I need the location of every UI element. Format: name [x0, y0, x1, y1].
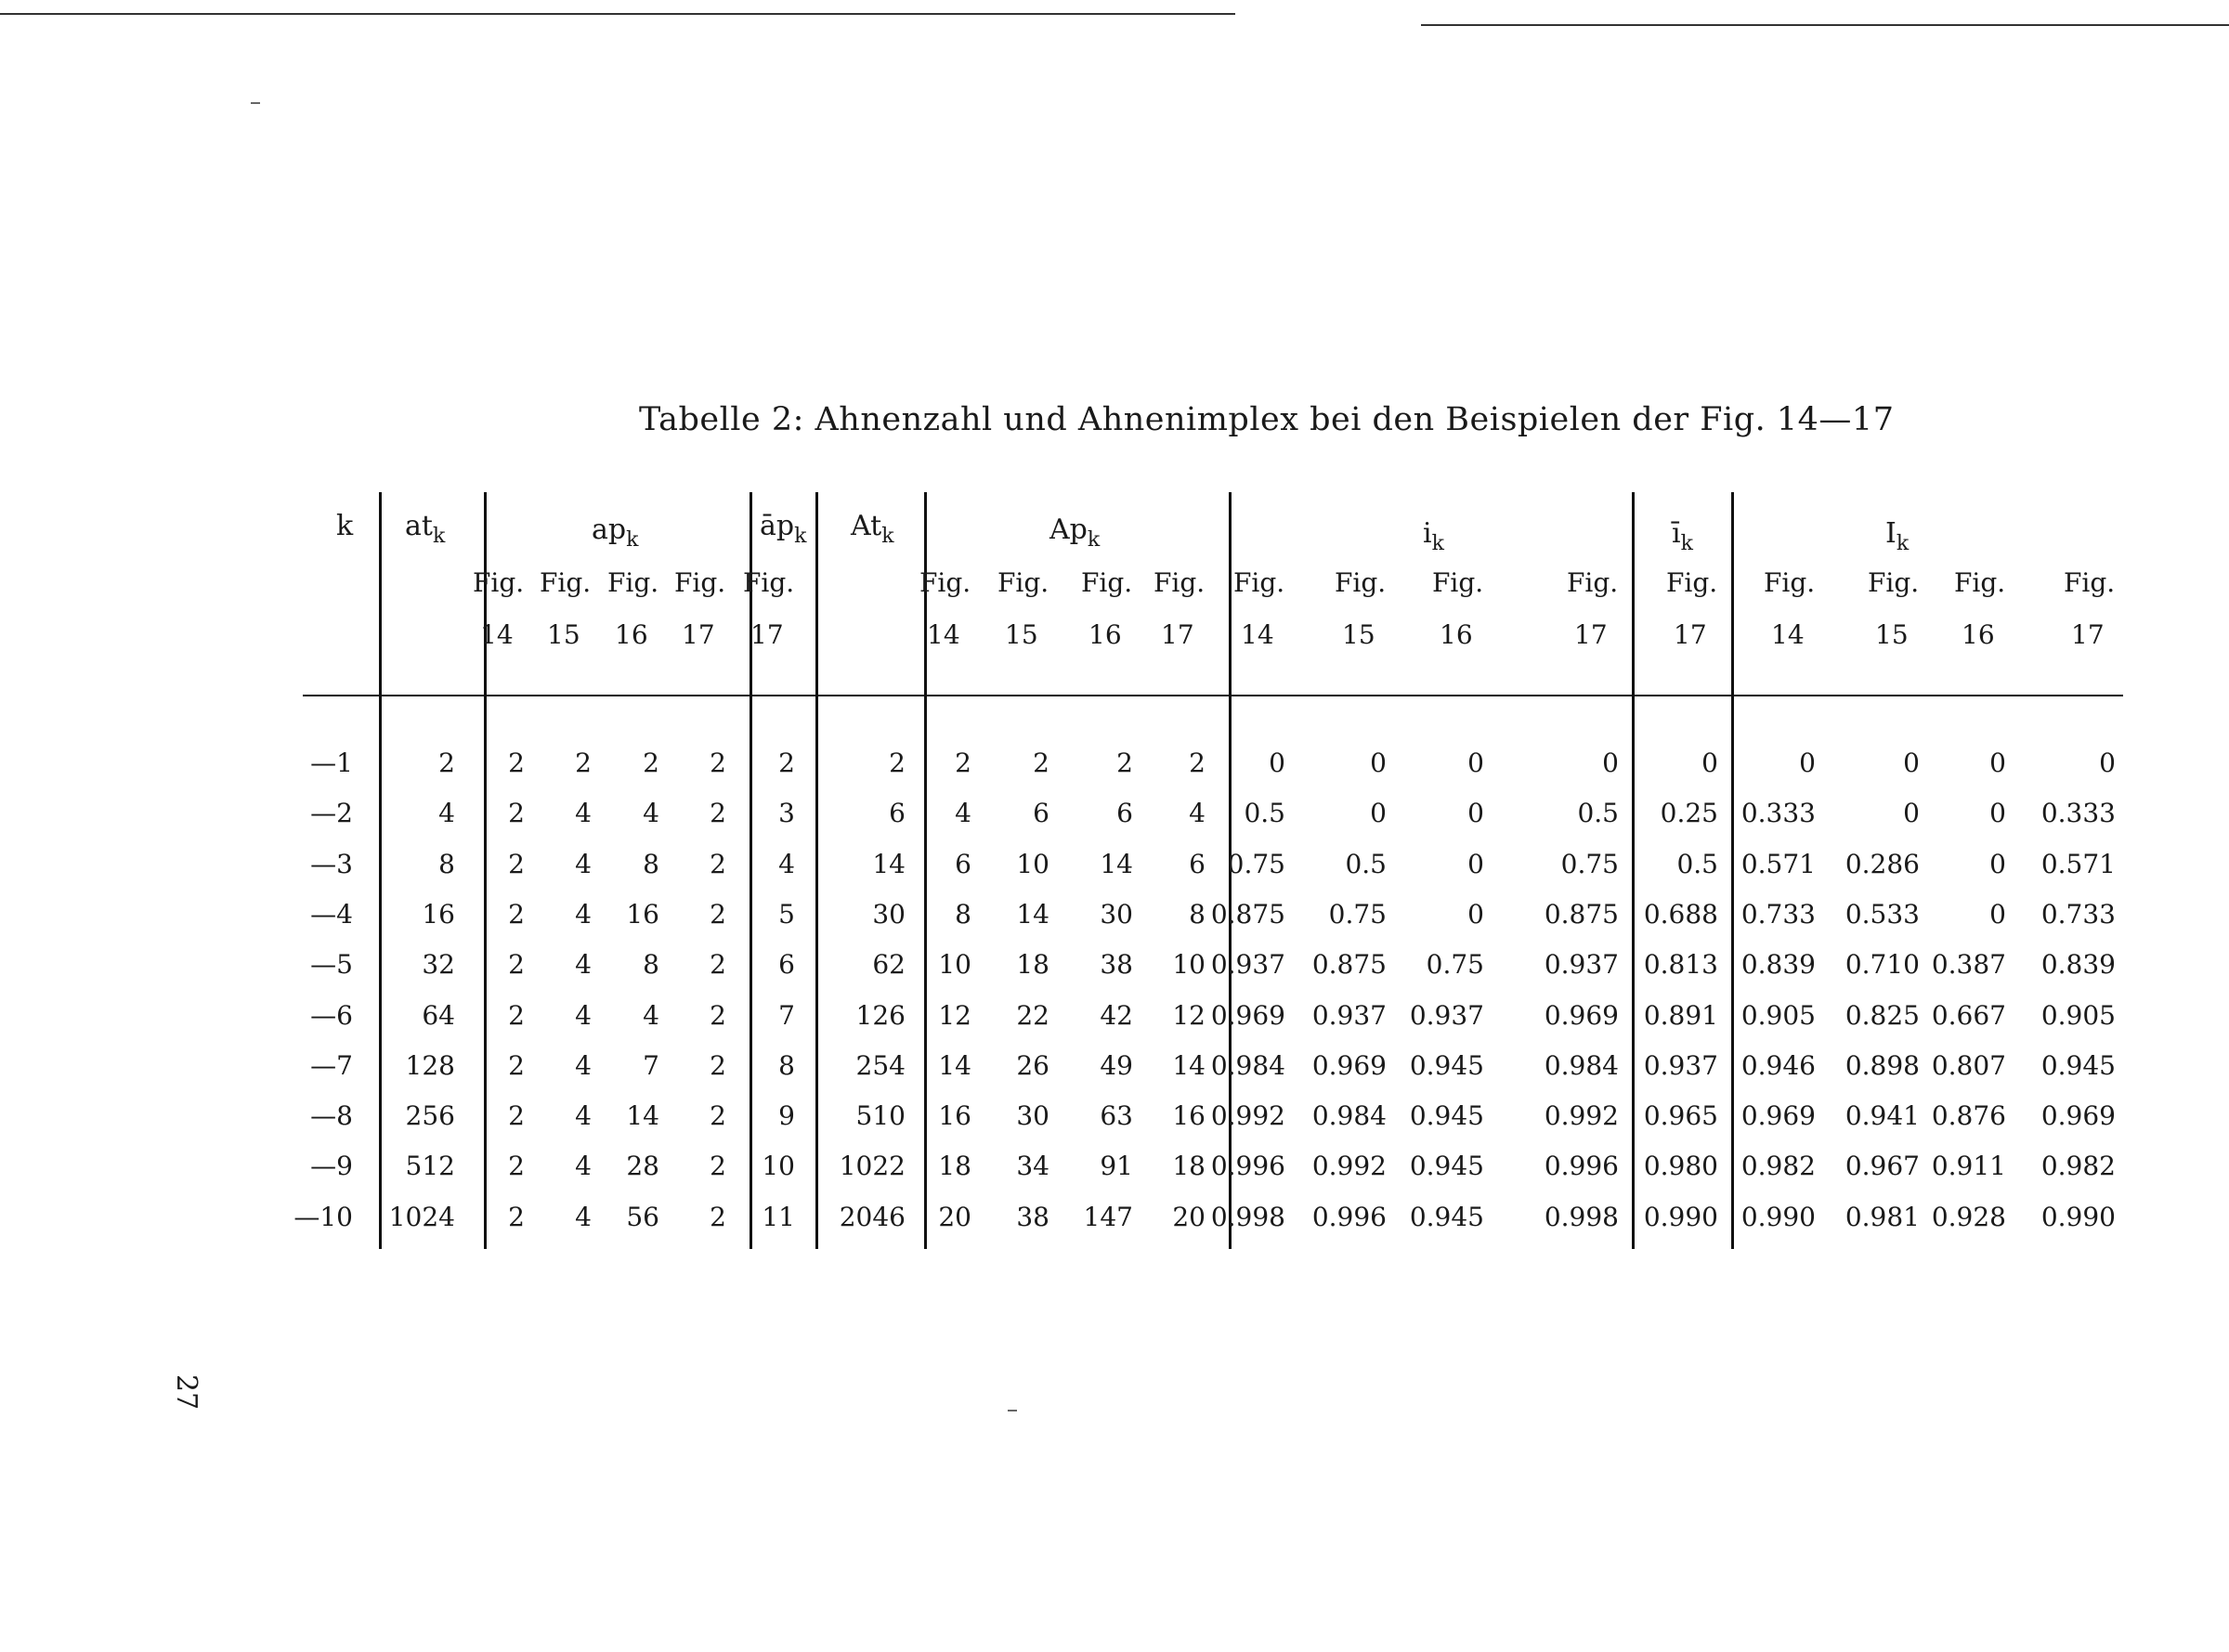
table-cell: 0.928 — [1931, 1201, 2006, 1232]
table-title: Tabelle 2: Ahnenzahl und Ahnenimplex bei den Beispielen der Fig. 14—17 — [639, 401, 1895, 438]
table-cell: 512 — [405, 1151, 455, 1182]
table-cell: 2 — [508, 1151, 525, 1182]
table-cell: 2 — [710, 798, 726, 829]
table-cell: 4 — [575, 898, 592, 930]
table-cell: 6 — [1116, 798, 1133, 829]
table-cell: 0.839 — [1740, 949, 1816, 981]
table-cell: 0 — [1799, 748, 1816, 778]
table-cell: 2 — [955, 748, 971, 778]
table-cell: 0.982 — [1740, 1151, 1816, 1182]
table-cell: 0.945 — [1409, 1151, 1484, 1182]
table-cell: 14 — [1100, 848, 1133, 879]
table-cell: 2 — [710, 848, 726, 879]
header-at-subscript: k — [432, 525, 446, 548]
table-cell: 3 — [778, 798, 795, 829]
table-cell: 2 — [508, 748, 525, 778]
header-at — [405, 510, 446, 548]
table-cell: 0 — [1989, 798, 2006, 829]
table-cell: 2 — [508, 1201, 525, 1232]
table-cell: 0.996 — [1311, 1201, 1387, 1232]
table-cell: 30 — [1100, 898, 1133, 930]
table-cell: 0.990 — [1740, 1201, 1816, 1232]
table-cell: 0 — [1370, 798, 1387, 829]
table-cell: 0.571 — [2040, 848, 2116, 879]
table-cell: 0 — [1269, 748, 1285, 778]
table-cell: 0 — [1903, 748, 1920, 778]
row-index-k: —8 — [310, 1100, 353, 1132]
row-index-k: —6 — [310, 999, 353, 1031]
fig-label: Fig. — [1081, 567, 1133, 598]
table-cell: 0.75 — [1227, 848, 1285, 879]
row-index-k: —4 — [310, 898, 353, 930]
table-cell: 0.990 — [1643, 1201, 1718, 1232]
table-cell: 4 — [643, 798, 659, 829]
table-cell: 256 — [405, 1100, 455, 1132]
fig-number: 17 — [2071, 619, 2105, 650]
table-cell: 0.875 — [1210, 898, 1285, 930]
fig-label: Fig. — [997, 567, 1049, 598]
table-cell: 2 — [889, 748, 906, 778]
table-cell: 18 — [1172, 1151, 1206, 1182]
header-i-base: i — [1423, 517, 1432, 550]
header-Ap — [1049, 516, 1100, 551]
table-cell: 8 — [643, 949, 659, 981]
table-cell: 0.571 — [1740, 848, 1816, 879]
table-cell: 2 — [710, 999, 726, 1031]
table-cell: 0 — [1467, 798, 1484, 829]
table-cell: 28 — [626, 1151, 659, 1182]
header-ap-base: ap — [592, 514, 627, 546]
header-ap-subscript: k — [626, 528, 639, 552]
fig-label: Fig. — [607, 567, 659, 598]
table-cell: 0.981 — [1844, 1201, 1920, 1232]
table-cell: 1024 — [388, 1201, 455, 1232]
table-cell: 0.533 — [1844, 898, 1920, 930]
header-at-base: at — [405, 510, 433, 542]
table-cell: 49 — [1100, 1049, 1133, 1081]
table-cell: 0.5 — [1676, 848, 1718, 879]
table-cell: 2 — [778, 748, 795, 778]
table-cell: 20 — [938, 1201, 971, 1232]
table-cell: 18 — [1016, 949, 1049, 981]
table-cell: 0.992 — [1544, 1100, 1619, 1132]
table-cell: 0.905 — [2040, 999, 2116, 1031]
table-cell: 0.980 — [1643, 1151, 1718, 1182]
table-cell: 4 — [575, 1201, 592, 1232]
table-cell: 7 — [778, 999, 795, 1031]
header-Ap-subscript: k — [1087, 528, 1101, 552]
table-cell: 14 — [1172, 1049, 1206, 1081]
table-cell: 0 — [1467, 898, 1484, 930]
table-cell: 0.5 — [1577, 798, 1619, 829]
fig-number: 14 — [1771, 619, 1805, 650]
header-k: k — [336, 510, 354, 542]
table-cell: 0.998 — [1210, 1201, 1285, 1232]
table-cell: 9 — [778, 1100, 795, 1132]
table-cell: 2 — [508, 1100, 525, 1132]
fig-label: Fig. — [2064, 567, 2116, 598]
table-cell: 0.5 — [1244, 798, 1285, 829]
table-cell: 0 — [1701, 748, 1718, 778]
table-cell: 0.839 — [2040, 949, 2116, 981]
table-cell: 0 — [1989, 748, 2006, 778]
table-cell: 14 — [1016, 898, 1049, 930]
table-cell: 128 — [405, 1049, 455, 1081]
table-cell: 2 — [1033, 748, 1049, 778]
table-cell: 0.969 — [1210, 999, 1285, 1031]
fig-label: Fig. — [1432, 567, 1484, 598]
table-cell: 16 — [626, 898, 659, 930]
table-cell: 2 — [575, 748, 592, 778]
table-cell: 0.710 — [1844, 949, 1920, 981]
table-cell: 8 — [643, 848, 659, 879]
page-number: 27 — [170, 1374, 202, 1411]
table-cell: 2 — [508, 798, 525, 829]
table-cell: 4 — [955, 798, 971, 829]
header-I — [1885, 517, 1910, 555]
table-cell: 0.969 — [1740, 1100, 1816, 1132]
table-cell: 8 — [438, 848, 455, 879]
table-cell: 2 — [710, 1151, 726, 1182]
table-cell: 0.333 — [2040, 798, 2116, 829]
fig-number: 15 — [547, 619, 580, 650]
table-cell: 0.937 — [1643, 1049, 1718, 1081]
table-cell: 0.941 — [1844, 1100, 1920, 1132]
table-cell: 6 — [1189, 848, 1206, 879]
table-cell: 26 — [1016, 1049, 1049, 1081]
table-cell: 0.875 — [1544, 898, 1619, 930]
header-apbar — [760, 510, 807, 548]
table-cell: 4 — [575, 1049, 592, 1081]
table-cell: 8 — [955, 898, 971, 930]
table-cell: 2 — [508, 848, 525, 879]
table-cell: 30 — [1016, 1100, 1049, 1132]
header-ibar — [1672, 517, 1693, 555]
table-cell: 4 — [575, 999, 592, 1031]
table-cell: 12 — [1172, 999, 1206, 1031]
fig-number: 15 — [1342, 619, 1375, 650]
table-cell: 2 — [710, 1100, 726, 1132]
table-cell: 4 — [1189, 798, 1206, 829]
table-cell: 16 — [938, 1100, 971, 1132]
header-At — [851, 510, 894, 548]
table-cell: 5 — [778, 898, 795, 930]
fig-number: 14 — [1241, 619, 1274, 650]
table-cell: 42 — [1100, 999, 1133, 1031]
table-cell: 0 — [1467, 848, 1484, 879]
table-cell: 2 — [1116, 748, 1133, 778]
fig-label: Fig. — [1666, 567, 1718, 598]
table-cell: 6 — [1033, 798, 1049, 829]
table-cell: 0.984 — [1544, 1049, 1619, 1081]
table-cell: 11 — [762, 1201, 795, 1232]
table-cell: 14 — [626, 1100, 659, 1132]
header-Ap-base: Ap — [1049, 514, 1088, 546]
table-cell: 254 — [855, 1049, 906, 1081]
table-cell: 2 — [508, 898, 525, 930]
table-cell: 0.965 — [1643, 1100, 1718, 1132]
table-cell: 0.813 — [1643, 949, 1718, 981]
table-cell: 0.333 — [1740, 798, 1816, 829]
table-cell: 0.998 — [1544, 1201, 1619, 1232]
table-cell: 0 — [1602, 748, 1619, 778]
table-cell: 0.945 — [2040, 1049, 2116, 1081]
table-cell: 4 — [575, 848, 592, 879]
table-cell: 4 — [778, 848, 795, 879]
table-cell: 2 — [1189, 748, 1206, 778]
table-cell: 62 — [872, 949, 906, 981]
table-cell: 2 — [438, 748, 455, 778]
table-cell: 2 — [710, 949, 726, 981]
table-cell: 1022 — [839, 1151, 906, 1182]
table-cell: 4 — [575, 949, 592, 981]
fig-number: 17 — [750, 619, 784, 650]
table-cell: 14 — [872, 848, 906, 879]
fig-number: 17 — [1574, 619, 1608, 650]
table-cell: 0.946 — [1740, 1049, 1816, 1081]
table-cell: 6 — [955, 848, 971, 879]
header-rule — [303, 695, 2123, 696]
table-cell: 510 — [855, 1100, 906, 1132]
table-cell: 0.807 — [1931, 1049, 2006, 1081]
table-cell: 4 — [575, 798, 592, 829]
header-At-base: At — [851, 510, 882, 542]
fig-number: 16 — [1962, 619, 1995, 650]
table-cell: 2 — [508, 999, 525, 1031]
fig-number: 15 — [1005, 619, 1038, 650]
table-cell: 0.969 — [1544, 999, 1619, 1031]
table-cell: 12 — [938, 999, 971, 1031]
header-i — [1423, 517, 1444, 555]
table-cell: 0.992 — [1311, 1151, 1387, 1182]
table-cell: 0 — [1370, 748, 1387, 778]
table-cell: 0.996 — [1210, 1151, 1285, 1182]
table-cell: 0.969 — [2040, 1100, 2116, 1132]
fig-label: Fig. — [674, 567, 726, 598]
table-cell: 0.875 — [1311, 949, 1387, 981]
table-cell: 0.733 — [1740, 898, 1816, 930]
table-cell: 0.937 — [1210, 949, 1285, 981]
fig-label: Fig. — [1868, 567, 1920, 598]
header-ibar-base: ī — [1672, 517, 1681, 550]
table-cell: 63 — [1100, 1100, 1133, 1132]
table-cell: 56 — [626, 1201, 659, 1232]
header-i-subscript: k — [1431, 532, 1444, 555]
table-cell: 16 — [1172, 1100, 1206, 1132]
table-cell: 0.75 — [1426, 949, 1484, 981]
table-cell: 0.911 — [1931, 1151, 2006, 1182]
table-cell: 0.876 — [1931, 1100, 2006, 1132]
table-cell: 0.898 — [1844, 1049, 1920, 1081]
table-cell: 0.891 — [1643, 999, 1718, 1031]
table-cell: 0.825 — [1844, 999, 1920, 1031]
table-cell: 4 — [575, 1100, 592, 1132]
fig-label: Fig. — [473, 567, 525, 598]
table-cell: 34 — [1016, 1151, 1049, 1182]
table-cell: 38 — [1016, 1201, 1049, 1232]
table-cell: 0.286 — [1844, 848, 1920, 879]
row-index-k: —10 — [293, 1201, 353, 1232]
table-cell: 0.5 — [1345, 848, 1387, 879]
table-cell: 0.75 — [1560, 848, 1619, 879]
header-I-base: I — [1885, 517, 1897, 550]
table-cell: 0 — [1467, 748, 1484, 778]
table-cell: 22 — [1016, 999, 1049, 1031]
table-cell: 8 — [1189, 898, 1206, 930]
table-cell: 0.996 — [1544, 1151, 1619, 1182]
table-cell: 0.984 — [1210, 1049, 1285, 1081]
header-apbar-subscript: k — [794, 525, 807, 548]
table-cell: 8 — [778, 1049, 795, 1081]
table-cell: 64 — [422, 999, 455, 1031]
table-cell: 0 — [1989, 848, 2006, 879]
table-cell: 0.937 — [1409, 999, 1484, 1031]
table-cell: 18 — [938, 1151, 971, 1182]
header-apbar-base: āp — [760, 510, 795, 542]
table-cell: 0.688 — [1643, 898, 1718, 930]
fig-number: 15 — [1875, 619, 1909, 650]
table-cell: 0.667 — [1931, 999, 2006, 1031]
fig-label: Fig. — [1154, 567, 1206, 598]
fig-label: Fig. — [743, 567, 795, 598]
header-I-subscript: k — [1896, 532, 1910, 555]
table-cell: 126 — [855, 999, 906, 1031]
table-cell: 6 — [778, 949, 795, 981]
table-cell: 2046 — [839, 1201, 906, 1232]
table-cell: 0.945 — [1409, 1201, 1484, 1232]
table-cell: 20 — [1172, 1201, 1206, 1232]
header-ibar-subscript: k — [1680, 532, 1693, 555]
table-cell: 2 — [508, 1049, 525, 1081]
table-cell: 7 — [643, 1049, 659, 1081]
fig-number: 16 — [1440, 619, 1473, 650]
fig-label: Fig. — [1233, 567, 1285, 598]
table-cell: 2 — [710, 1049, 726, 1081]
table-cell: 91 — [1100, 1151, 1133, 1182]
fig-label: Fig. — [1335, 567, 1387, 598]
table-cell: 147 — [1083, 1201, 1133, 1232]
fig-number: 14 — [927, 619, 960, 650]
table-cell: 2 — [710, 748, 726, 778]
table-cell: 0 — [1989, 898, 2006, 930]
row-index-k: —2 — [310, 798, 353, 829]
table-cell: 0.967 — [1844, 1151, 1920, 1182]
table-cell: 16 — [422, 898, 455, 930]
table-cell: 2 — [508, 949, 525, 981]
table-cell: 32 — [422, 949, 455, 981]
table-cell: 0.992 — [1210, 1100, 1285, 1132]
fig-label: Fig. — [1764, 567, 1816, 598]
table-cell: 6 — [889, 798, 906, 829]
table-cell: 0.969 — [1311, 1049, 1387, 1081]
row-index-k: —3 — [310, 848, 353, 879]
row-index-k: —9 — [310, 1151, 353, 1182]
table-cell: 4 — [438, 798, 455, 829]
table-cell: 0 — [2099, 748, 2116, 778]
table-cell: 10 — [762, 1151, 795, 1182]
table-cell: 0.990 — [2040, 1201, 2116, 1232]
fig-number: 16 — [1088, 619, 1122, 650]
table-cell: 0.25 — [1660, 798, 1718, 829]
table-cell: 2 — [710, 898, 726, 930]
table-cell: 0.937 — [1311, 999, 1387, 1031]
table-cell: 4 — [575, 1151, 592, 1182]
table-cell: 0 — [1903, 798, 1920, 829]
fig-label: Fig. — [540, 567, 592, 598]
row-index-k: —5 — [310, 949, 353, 981]
fig-number: 17 — [1674, 619, 1707, 650]
table-cell: 0.937 — [1544, 949, 1619, 981]
fig-label: Fig. — [1567, 567, 1619, 598]
row-index-k: —7 — [310, 1049, 353, 1081]
table-cell: 38 — [1100, 949, 1133, 981]
fig-number: 17 — [682, 619, 715, 650]
table-cell: 14 — [938, 1049, 971, 1081]
table-cell: 10 — [1172, 949, 1206, 981]
table-cell: 4 — [643, 999, 659, 1031]
table-cell: 0.733 — [2040, 898, 2116, 930]
fig-number: 17 — [1161, 619, 1194, 650]
fig-label: Fig. — [1954, 567, 2006, 598]
table-cell: 10 — [938, 949, 971, 981]
table-cell: 0.945 — [1409, 1100, 1484, 1132]
header-ap — [592, 516, 638, 551]
table-cell: 0.387 — [1931, 949, 2006, 981]
header-At-subscript: k — [881, 525, 894, 548]
fig-number: 16 — [615, 619, 648, 650]
table-cell: 0.984 — [1311, 1100, 1387, 1132]
table-cell: 30 — [872, 898, 906, 930]
fig-label: Fig. — [919, 567, 971, 598]
table-cell: 2 — [710, 1201, 726, 1232]
table-cell: 0.982 — [2040, 1151, 2116, 1182]
table-cell: 10 — [1016, 848, 1049, 879]
row-index-k: —1 — [310, 748, 353, 778]
table-cell: 2 — [643, 748, 659, 778]
table-cell: 0.75 — [1328, 898, 1387, 930]
table-cell: 0.905 — [1740, 999, 1816, 1031]
table-cell: 0.945 — [1409, 1049, 1484, 1081]
fig-number: 14 — [480, 619, 514, 650]
